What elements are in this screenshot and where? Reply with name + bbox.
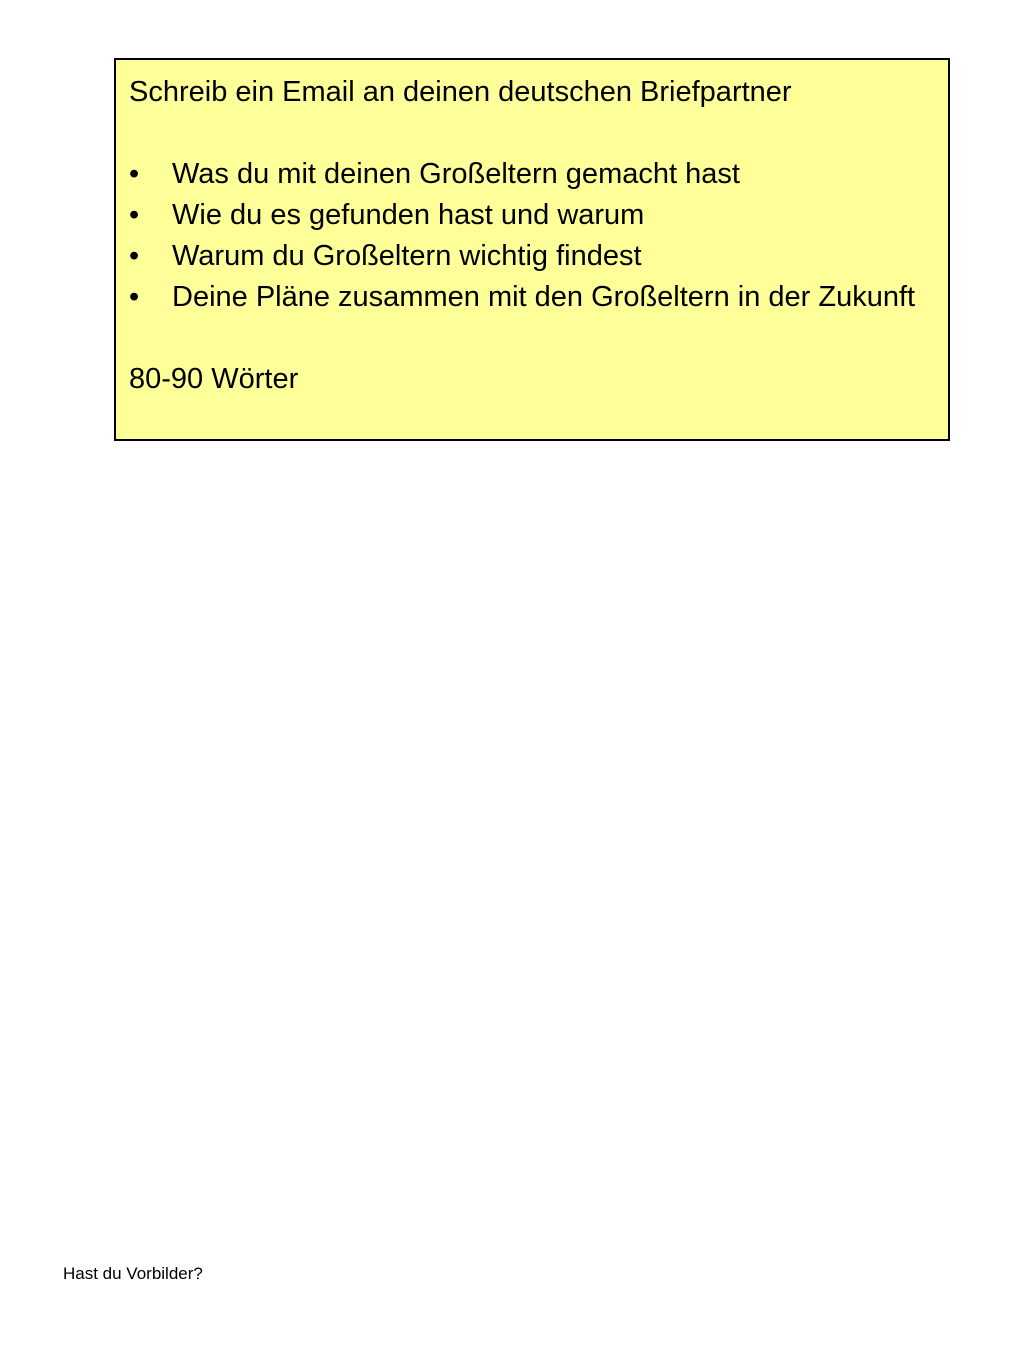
task-bullet-item	[129, 154, 934, 195]
bullet-icon: •	[129, 281, 140, 313]
task-bullet-item	[129, 277, 934, 318]
task-bullet-item	[129, 236, 934, 277]
footer-note: Hast du Vorbilder?	[63, 1264, 203, 1283]
bullet-icon: •	[129, 240, 140, 272]
task-bullet-list	[129, 154, 934, 318]
spacer	[129, 318, 934, 359]
task-bullet-item	[129, 195, 934, 236]
spacer	[129, 113, 934, 154]
task-box	[114, 58, 950, 441]
task-bullet-text: Wie du es gefunden hast und warum	[172, 199, 645, 231]
task-title: Schreib ein Email an deinen deutschen Briefpartner	[129, 76, 792, 108]
task-bullet-text: Was du mit deinen Großeltern gemacht hast	[172, 158, 740, 190]
bullet-icon: •	[129, 158, 140, 190]
bullet-icon: •	[129, 199, 140, 231]
word-count: 80-90 Wörter	[129, 363, 299, 395]
task-bullet-text: Warum du Großeltern wichtig findest	[172, 240, 642, 272]
task-bullet-text: Deine Pläne zusammen mit den Großeltern in der Zukunft	[172, 281, 916, 313]
